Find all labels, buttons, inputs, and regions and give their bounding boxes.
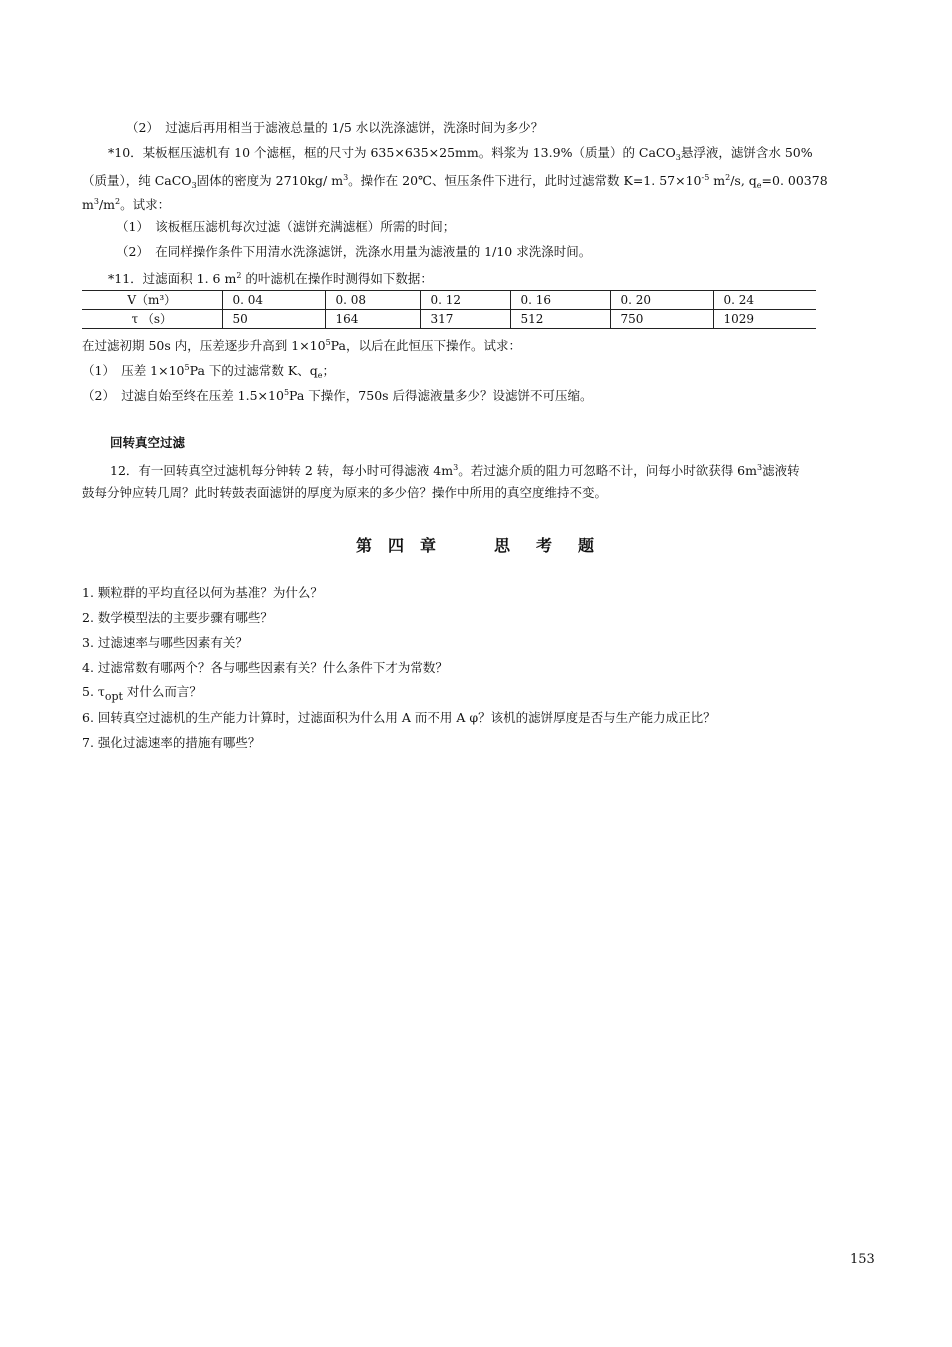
chapter-title <box>0 533 952 556</box>
chapter-char: 思 <box>494 536 513 555</box>
q10-part2: （2） 在同样操作条件下用清水洗涤滤饼，洗涤水用量为滤液量的 1/10 求洗涤时间。 <box>116 244 592 259</box>
question-3: 3. 过滤速率与哪些因素有关？ <box>82 635 248 650</box>
table-row <box>82 310 816 329</box>
chapter-char: 考 <box>536 536 555 555</box>
q11-part1: （1） 压差 $1\times 10^5Pa$ 下的过滤常数 K、$q_e$； <box>82 363 335 380</box>
row-label-time: τ （s） <box>82 310 222 329</box>
table-cell: 512 <box>510 310 610 329</box>
q12-line1: 12．有一回转真空过滤机每分钟转 2 转，每小时可得滤液 $4m^3$。若过滤介质的阻力可忽略不计，问每小时欲获得 $6m^3$滤液转 <box>110 463 800 478</box>
q11-after: 在过滤初期 50s 内，压差逐步升高到 $1\times 10^5Pa$，以后在此恒压下操作。试求： <box>82 338 521 353</box>
table-cell: 0. 08 <box>325 291 420 310</box>
q12-line2: 鼓每分钟应转几周？此时转鼓表面滤饼的厚度为原来的多少倍？操作中所用的真空度维持不变。 <box>82 485 608 500</box>
question-7: 7. 强化过滤速率的措施有哪些？ <box>82 735 261 750</box>
filtration-data-table <box>82 290 816 329</box>
q10-part1: （1） 该板框压滤机每次过滤（滤饼充满滤框）所需的时间； <box>116 219 456 234</box>
table-cell: 164 <box>325 310 420 329</box>
chapter-char: 第 <box>355 536 374 555</box>
row-label-volume: V（m³） <box>82 291 222 310</box>
q10-line2: （质量），纯 CaCO$_3$固体的密度为 2710kg/ $m^3$。操作在 20℃、恒压条件下进行，此时过滤常数 K=1. $57\times 10^{-5}$ $m^2/s$, $q_e=0$. 00378 <box>82 173 828 190</box>
question-2: 2. 数学模型法的主要步骤有哪些？ <box>82 610 273 625</box>
table-row <box>82 291 816 310</box>
question-5: 5. τopt 对什么而言？ <box>82 684 202 703</box>
page-number: 153 <box>850 1252 875 1267</box>
q10-line1: *10．某板框压滤机有 10 个滤框，框的尺寸为 635×635×25mm。料浆为 13.9%（质量）的 CaCO$_3$悬浮液，滤饼含水 50% <box>108 145 813 162</box>
table-cell: 317 <box>420 310 510 329</box>
table-cell: 0. 24 <box>713 291 816 310</box>
table-cell: 750 <box>610 310 713 329</box>
section-heading: 回转真空过滤 <box>110 435 186 450</box>
q9-part2: （2） 过滤后再用相当于滤液总量的 1/5 水以洗涤滤饼，洗涤时间为多少？ <box>126 120 544 135</box>
question-1: 1. 颗粒群的平均直径以何为基准？为什么？ <box>82 585 323 600</box>
table-cell: 50 <box>222 310 325 329</box>
q10-line3: $m^3/m^2$。试求： <box>82 197 171 212</box>
question-4: 4. 过滤常数有哪两个？各与哪些因素有关？什么条件下才为常数？ <box>82 660 448 675</box>
chapter-char: 章 <box>419 536 438 555</box>
table-cell: 0. 04 <box>222 291 325 310</box>
chapter-char: 四 <box>387 536 406 555</box>
q11-intro: *11．过滤面积 1. 6 $m^2$ 的叶滤机在操作时测得如下数据： <box>108 271 433 286</box>
table-cell: 0. 12 <box>420 291 510 310</box>
table-cell: 0. 20 <box>610 291 713 310</box>
q11-part2: （2） 过滤自始至终在压差 $1.5\times 10^5Pa$ 下操作，750s 后得滤液量多少？设滤饼不可压缩。 <box>82 388 593 403</box>
chapter-char: 题 <box>578 536 597 555</box>
table-cell: 0. 16 <box>510 291 610 310</box>
table-cell: 1029 <box>713 310 816 329</box>
question-6: 6. 回转真空过滤机的生产能力计算时，过滤面积为什么用 A 而不用 A φ？该机的滤饼厚度是否与生产能力成正比？ <box>82 710 716 725</box>
